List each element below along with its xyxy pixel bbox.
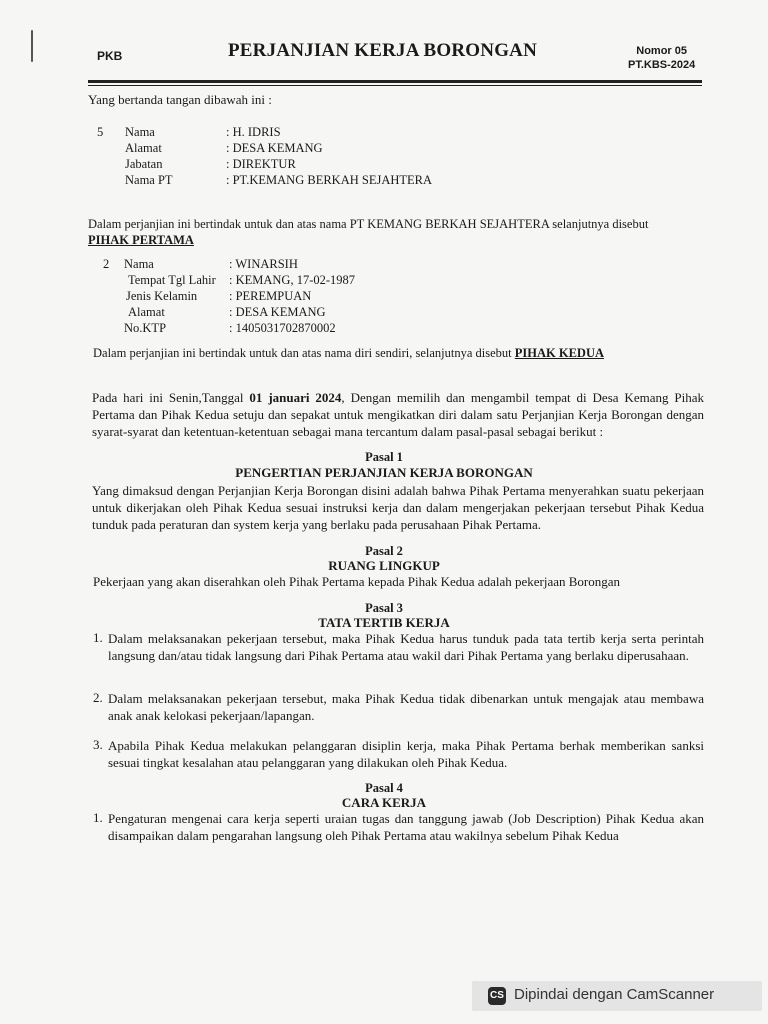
party1-statement: Dalam perjanjian ini bertindak untuk dan atas nama PT KEMANG BERKAH SEJAHTERA selanjutnya disebut <box>88 217 649 231</box>
header-rule-thick <box>88 80 702 83</box>
document-number <box>628 44 695 72</box>
pasal3-title: TATA TERTIB KERJA <box>318 615 450 630</box>
opening-post: , Dengan memilih dan mengambil tempat di Desa Kemang Pihak Pertama dan Pihak Kedua setuju dan sepakat untuk mengikatkan diri dalam satu Perjanjian Kerja Borongan dengan syarat-syarat dan ketentuan-ketentuan sebagai mana tercantum dalam pasal-pasal sebagai berikut : <box>92 390 704 439</box>
pasal3-item-text: Dalam melaksanakan pekerjaan tersebut, maka Pihak Kedua harus tunduk pada tata tertib kerja serta perintah langsung dan/atau tidak langsung dari Pihak Pertama atau wakil dari Pihak Pertama yang berlaku diperusahaan. <box>108 631 704 663</box>
party2-label: Tempat Tgl Lahir <box>128 273 216 287</box>
party2-designation: PIHAK KEDUA <box>514 346 605 360</box>
party1-label: Jabatan <box>125 157 163 171</box>
opening-pre: Pada hari ini Senin,Tanggal <box>92 390 250 405</box>
pasal3-number: Pasal 3 <box>365 601 403 615</box>
pasal3-item-text: Apabila Pihak Kedua melakukan pelanggaran disiplin kerja, maka Pihak Pertama berhak memberikan sanksi sesuai tingkat kesalahan atau pelanggaran yang dilakukan oleh Pihak Kedua. <box>108 738 704 770</box>
pasal4-item-number: 1. <box>93 810 103 825</box>
pasal1-title: PENGERTIAN PERJANJIAN KERJA BORONGAN <box>235 465 533 480</box>
party2-statement: Dalam perjanjian ini bertindak untuk dan atas nama diri sendiri, selanjutnya disebut <box>93 346 512 360</box>
pasal1-number: Pasal 1 <box>365 450 403 464</box>
pasal3-item-number: 1. <box>93 630 103 645</box>
opening-paragraph <box>92 389 704 440</box>
party2-label: Nama <box>124 257 154 271</box>
party2-value: : KEMANG, 17-02-1987 <box>229 273 356 287</box>
intro-text: Yang bertanda tangan dibawah ini : <box>88 92 272 107</box>
party1-value: : DESA KEMANG <box>226 141 323 155</box>
party1-label: Nama PT <box>125 173 173 187</box>
pasal3-item-number: 2. <box>93 690 103 705</box>
party1-designation: PIHAK PERTAMA <box>88 233 194 247</box>
camscanner-logo-icon: CS <box>488 987 506 1005</box>
pasal2-number: Pasal 2 <box>365 544 403 558</box>
party2-statement-line <box>93 345 604 361</box>
party2-label: No.KTP <box>124 321 167 335</box>
party2-number: 2 <box>103 257 110 271</box>
pasal2-title: RUANG LINGKUP <box>328 558 440 573</box>
pasal3-item-number: 3. <box>93 737 103 752</box>
document-ref: PT.KBS-2024 <box>628 59 696 71</box>
party1-value: : H. IDRIS <box>226 125 281 139</box>
pasal4-title: CARA KERJA <box>341 795 427 810</box>
party2-value: : 1405031702870002 <box>229 321 336 335</box>
party1-value: : DIREKTUR <box>226 157 296 171</box>
party2-value: : PEREMPUAN <box>229 289 312 303</box>
header-code: PKB <box>97 49 123 63</box>
pasal4-number: Pasal 4 <box>365 781 403 795</box>
header-rule-thin <box>88 85 702 86</box>
party2-label: Jenis Kelamin <box>126 289 198 303</box>
document-nomor: Nomor 05 <box>636 45 687 57</box>
party2-value: : DESA KEMANG <box>229 305 326 319</box>
pasal1-text: Yang dimaksud dengan Perjanjian Kerja Borongan disini adalah bahwa Pihak Pertama menyerahkan suatu pekerjaan untuk dikerjakan oleh Pihak Kedua sesuai instruksi kerja dan dalam mengerjakan pekerjaan tersebut Pihak Kedua tunduk pada peraturan dan system kerja yang berlaku pada perusahaan Pihak Pertama. <box>92 483 704 532</box>
pasal4-item-text: Pengaturan mengenai cara kerja seperti uraian tugas dan tanggung jawab (Job Description) Pihak Kedua akan disampaikan dalam pengarahan langsung oleh Pihak Pertama atau wakilnya sebelum Pihak Kedua <box>108 811 704 843</box>
pasal3-item-text: Dalam melaksanakan pekerjaan tersebut, maka Pihak Kedua tidak dibenarkan untuk mengajak atau membawa anak anak kelokasi pekerjaan/lapangan. <box>108 691 704 723</box>
party2-label: Alamat <box>128 305 165 319</box>
scanner-watermark-text: Dipindai dengan CamScanner <box>514 986 715 1003</box>
scan-edge-mark <box>31 30 33 62</box>
party1-label: Nama <box>125 125 155 139</box>
pasal2-text: Pekerjaan yang akan diserahkan oleh Pihak Pertama kepada Pihak Kedua adalah pekerjaan Borongan <box>93 574 621 589</box>
party1-label: Alamat <box>125 141 162 155</box>
document-title: PERJANJIAN KERJA BORONGAN <box>228 40 538 61</box>
party1-value: : PT.KEMANG BERKAH SEJAHTERA <box>226 173 433 187</box>
party1-number: 5 <box>97 125 104 139</box>
party2-value: : WINARSIH <box>229 257 298 271</box>
opening-date: 01 januari 2024 <box>249 390 342 405</box>
